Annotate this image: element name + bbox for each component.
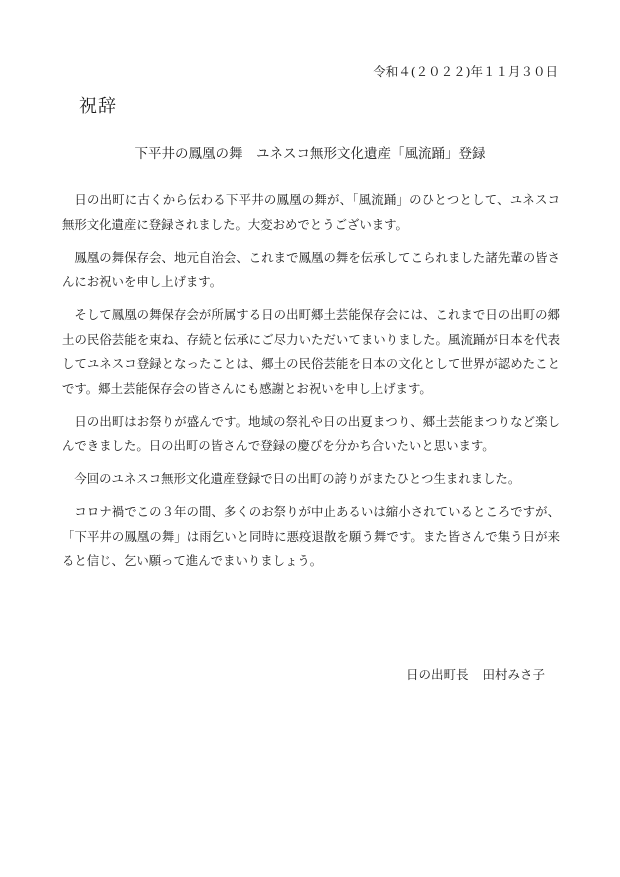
document-subtitle: 下平井の鳳凰の舞 ユネスコ無形文化遺産「風流踊」登録 <box>134 146 486 162</box>
signature-name: 田村みさ子 <box>482 667 545 682</box>
signature <box>406 665 545 683</box>
body-paragraph: 鳳凰の舞保存会、地元自治会、これまで鳳凰の舞を伝承してこられました諸先輩の皆さんにお祝いを申し上げます。 <box>62 249 560 289</box>
body-paragraph: コロナ禍でこの３年の間、多くのお祭りが中止あるいは縮小されているところですが、「下平井の鳳凰の舞」は雨乞いと同時に悪疫退散を願う舞です。また皆さんで集う日が来ると信じ、乞い願って進んでまいりましょう。 <box>62 504 560 568</box>
body-paragraph: 日の出町に古くから伝わる下平井の鳳凰の舞が、「風流踊」のひとつとして、ユネスコ無形文化遺産に登録されました。大変おめでとうございます。 <box>62 192 560 232</box>
document-date: 令和４(２０２２)年１１月３０日 <box>373 64 558 79</box>
document-body <box>62 188 560 582</box>
signature-title: 日の出町長 <box>405 667 469 682</box>
document-heading: 祝辞 <box>79 96 117 117</box>
body-paragraph: そして鳳凰の舞保存会が所属する日の出町郷土芸能保存会には、これまで日の出町の郷土の民俗芸能を束ね、存続と伝承にご尽力いただいてまいりました。風流踊が日本を代表してユネスコ登録となったことは、郷土の民俗芸能を日本の文化として世界が認めたことです。郷土芸能保存会の皆さんにも感謝とお祝いを申し上げます。 <box>62 307 560 396</box>
body-paragraph: 日の出町はお祭りが盛んです。地域の祭礼や日の出夏まつり、郷土芸能まつりなど楽しんできました。日の出町の皆さんで登録の慶びを分かち合いたいと思います。 <box>62 413 560 453</box>
body-paragraph: 今回のユネスコ無形文化遺産登録で日の出町の誇りがまたひとつ生まれました。 <box>74 471 521 486</box>
